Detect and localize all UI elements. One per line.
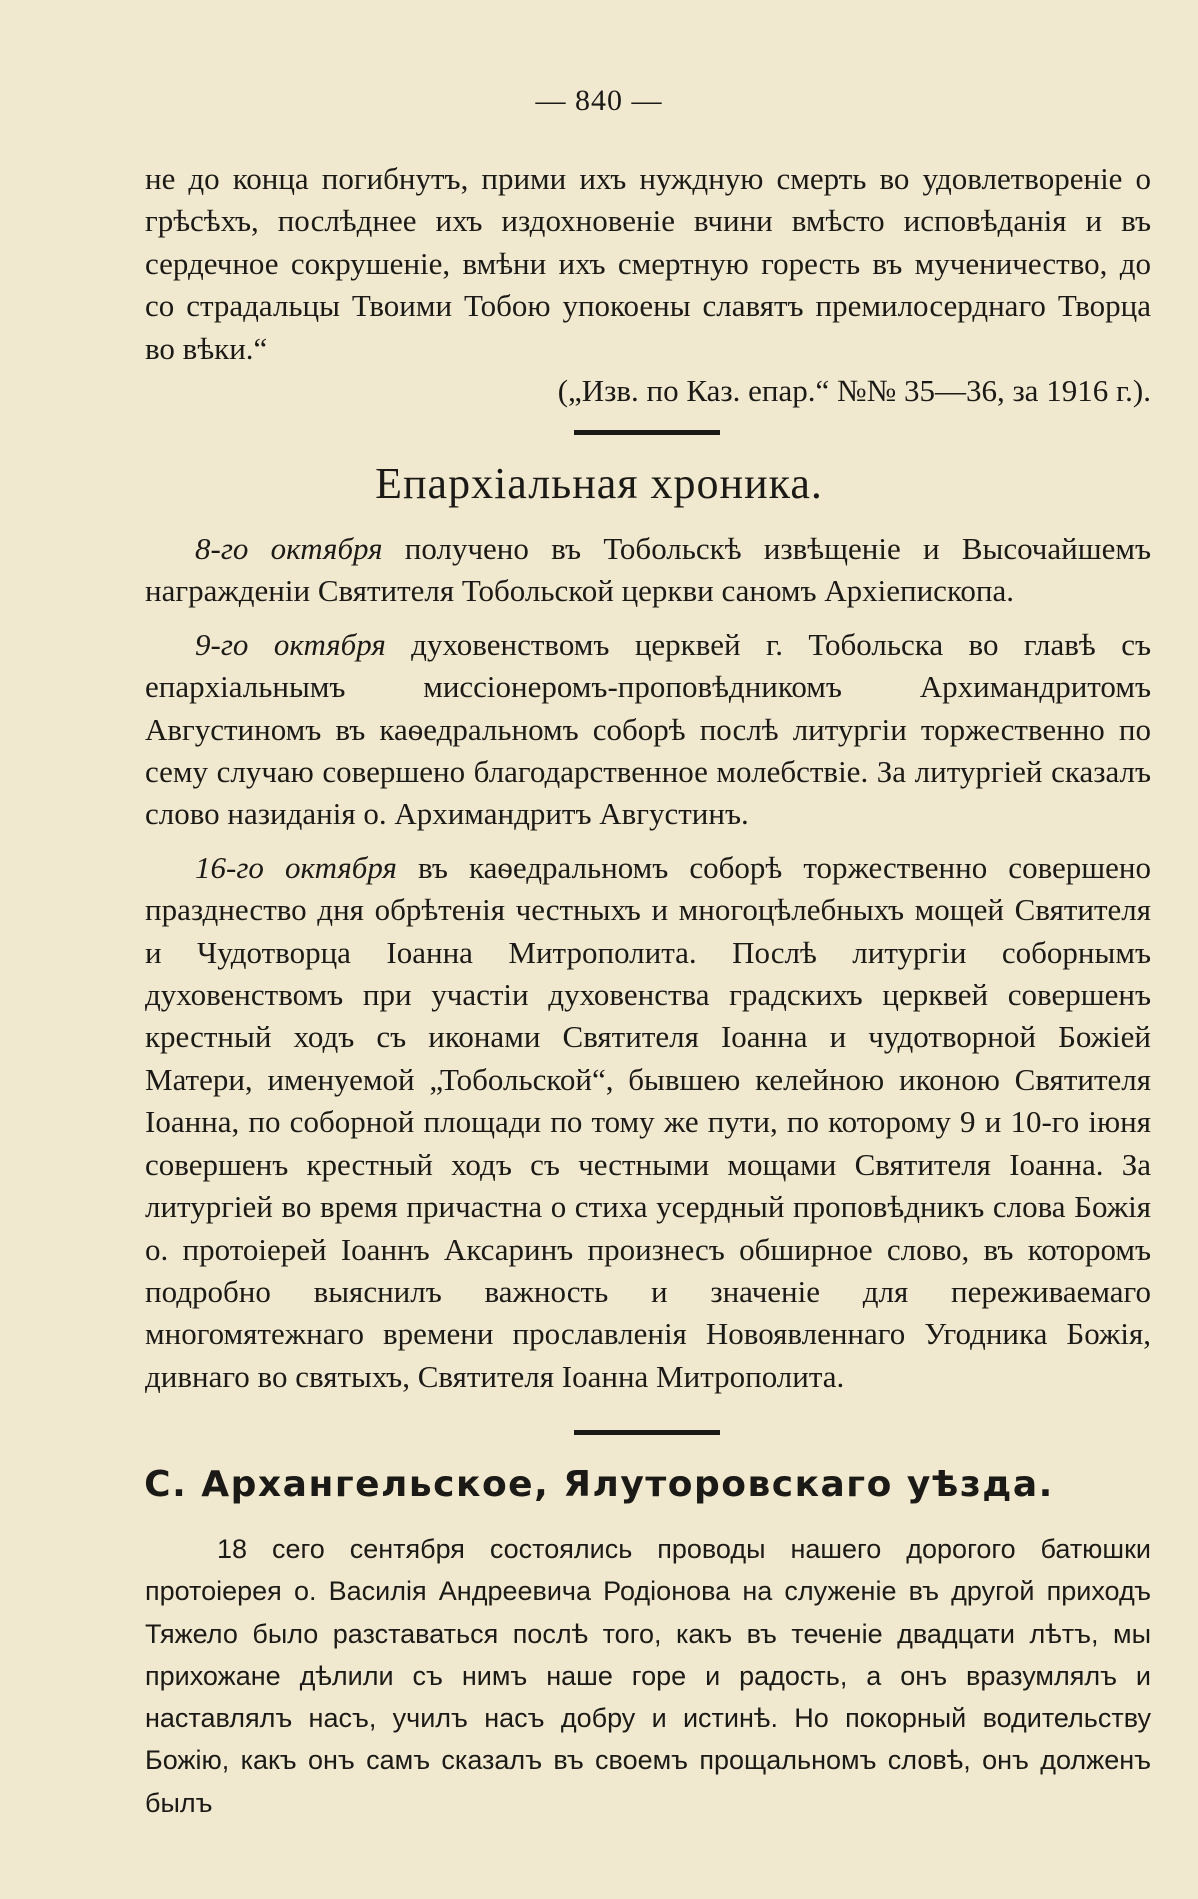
prayer-text: не до конца погибнутъ, прими ихъ нуждную смерть во удовлетвореніе о грѣсѣхъ, послѣднее ихъ издохновеніе вчини вмѣсто исповѣданія и въ сердечное сокрушеніе, вмѣни ихъ смертную горесть въ мученичество, до со страдальцы Твоими Тобою упокоены славятъ премилосерднаго Творца во вѣки.“ <box>145 161 1151 366</box>
archangel-text: 18 сего сентября состоялись проводы нашего дорогого батюшки протоіерея о. Василія Андреевича Родіонова на служеніе въ другой приходъ Тяжело было разставаться послѣ того, какъ въ теченіе двадцати лѣтъ, мы прихожане дѣлили съ нимъ наше горе и радость, а онъ вразумлялъ и наставлялъ насъ, училъ насъ добру и истинѣ. Но покорный водительству Божію, какъ онъ самъ сказалъ въ своемъ прощальномъ словѣ, онъ долженъ былъ <box>145 1534 1151 1818</box>
entry-date: 9-го октября <box>195 626 386 662</box>
entry-date: 16-го октября <box>195 849 397 885</box>
chronicle-heading: Епархіальная хроника. <box>375 459 823 508</box>
section-divider <box>574 430 720 435</box>
page-number: — 840 — <box>535 84 663 117</box>
prayer-paragraph <box>145 158 1151 412</box>
archangel-body <box>145 1528 1151 1824</box>
chronicle-entry <box>145 847 1151 1398</box>
chronicle-entry <box>145 528 1151 613</box>
citation: („Изв. по Каз. епар.“ №№ 35—36, за 1916 г.). <box>557 373 1151 409</box>
chronicle-entry <box>145 624 1151 836</box>
section-divider <box>574 1430 720 1435</box>
entry-text: духовенствомъ церквей г. Тобольска во главѣ съ епархіальнымъ миссіонеромъ-проповѣдникомъ Архимандритомъ Августиномъ въ каѳедральномъ соборѣ послѣ литургіи торжественно по сему случаю совершено благодарственное молебствіе. За литургіей сказалъ слово назиданія о. Архимандритъ Августинъ. <box>145 626 1152 832</box>
entry-text: получено въ Тобольскѣ извѣщеніе и Высочайшемъ награжденіи Святителя Тобольской церкви саномъ Архіепископа. <box>145 531 1151 609</box>
archangel-heading: С. Архангельское, Ялуторовскаго уѣзда. <box>144 1464 1054 1505</box>
entry-text: въ каѳедральномъ соборѣ торжественно совершено празднество дня обрѣтенія честныхъ и многоцѣлебныхъ мощей Святителя и Чудотворца Іоанна Митрополита. Послѣ литургіи соборнымъ духовенствомъ при участіи духовенства градскихъ церквей совершенъ крестный ходъ съ иконами Святителя Іоанна и чудотворной Божіей Матери, именуемой „Тобольской“, бывшею келейною иконою Святителя Іоанна, по соборной площади по тому же пути, по которому 9 и 10-го іюня совершенъ крестный ходъ съ честными мощами Святителя Іоанна. За литургіей во время причастна о стиха усердный проповѣдникъ слова Божія о. протоіерей Іоаннъ Аксаринъ произнесъ обширное слово, въ которомъ подробно выяснилъ важность и значеніе для переживаемаго многомятежнаго времени прославленія Новоявленнаго Угодника Божія, дивнаго во святыхъ, Святителя Іоанна Митрополита. <box>145 849 1152 1394</box>
chronicle-body <box>145 528 1151 1409</box>
entry-date: 8-го октября <box>195 531 383 566</box>
